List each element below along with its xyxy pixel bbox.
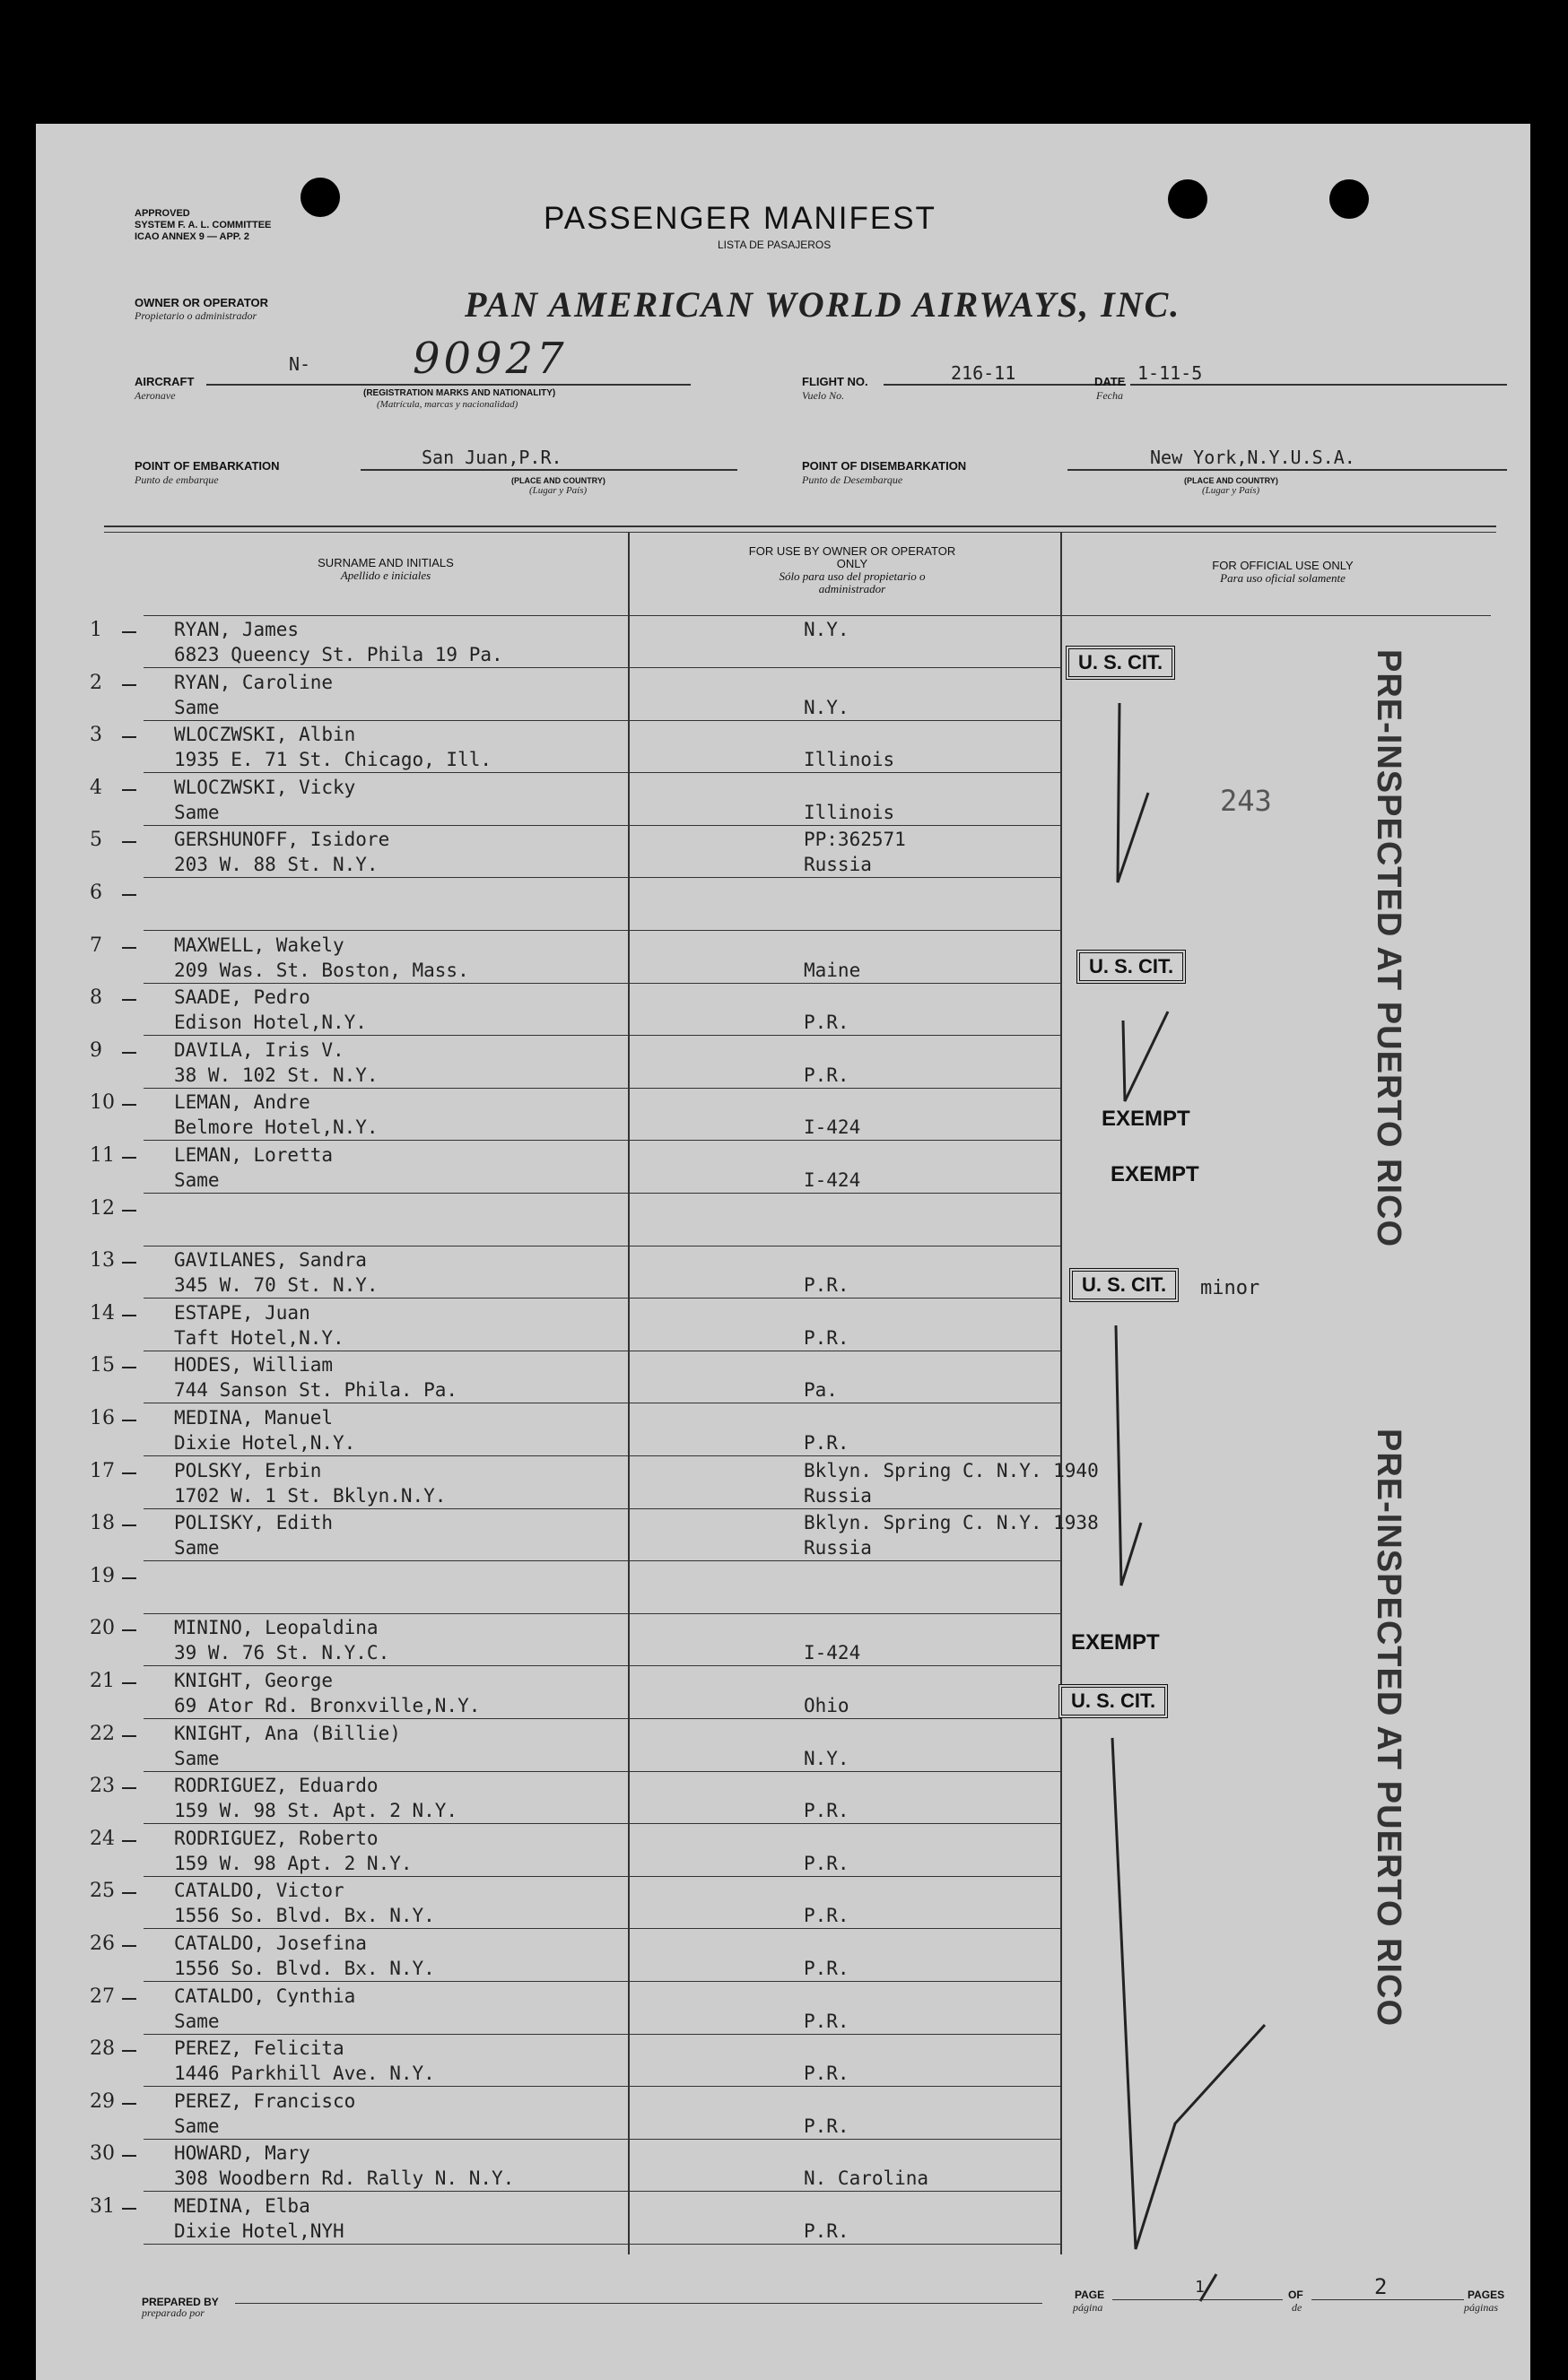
row-number: 21: [90, 1670, 115, 1692]
row-number: 11: [90, 1144, 115, 1167]
passenger-address: 209 Was. St. Boston, Mass.: [174, 960, 469, 981]
row-number: 9: [90, 1039, 102, 1062]
passenger-name: MEDINA, Elba: [174, 2195, 310, 2217]
passenger-name: LEMAN, Andre: [174, 1091, 310, 1113]
exempt-stamp-1: EXEMPT: [1102, 1107, 1190, 1131]
passenger-address: Same: [174, 697, 220, 718]
passenger-address: 744 Sanson St. Phila. Pa.: [174, 1379, 458, 1401]
passenger-name: PEREZ, Felicita: [174, 2037, 344, 2059]
approval-line-1: APPROVED: [135, 208, 190, 219]
place-country-label-es: (Lugar y País): [529, 485, 588, 496]
passenger-name: DAVILA, Iris V.: [174, 1039, 344, 1061]
passenger-address: Same: [174, 1537, 220, 1559]
passenger-address: 203 W. 88 St. N.Y.: [174, 854, 379, 875]
aircraft-number: 90927: [413, 334, 568, 384]
page-title: PASSENGER MANIFEST: [544, 201, 936, 236]
passenger-name: CATALDO, Josefina: [174, 1933, 367, 1954]
row-number: 1: [90, 619, 102, 641]
col-owner-title: FOR USE BY OWNER OR OPERATOR ONLY: [748, 544, 956, 570]
registration-label-es: (Matrícula, marcas y nacionalidad): [377, 399, 518, 410]
row-number: 4: [90, 777, 102, 799]
exempt-stamp-2: EXEMPT: [1111, 1162, 1199, 1186]
place-country-label: (PLACE AND COUNTRY): [511, 476, 605, 485]
manifest-sheet: [36, 124, 1530, 2380]
date-label-es: Fecha: [1096, 389, 1123, 402]
check-mark-3: [1116, 1325, 1141, 1585]
row-number: 28: [90, 2037, 115, 2060]
check-marks-overlay: [36, 124, 1530, 2380]
col-owner-title-es: Sólo para uso del propietario o administrador: [779, 569, 926, 595]
airline-name: PAN AMERICAN WORLD AIRWAYS, INC.: [465, 284, 1181, 325]
row-number: 31: [90, 2195, 115, 2218]
passenger-address: 1556 So. Blvd. Bx. N.Y.: [174, 1958, 435, 1979]
us-cit-stamp-4: U. S. CIT.: [1058, 1684, 1168, 1718]
passenger-name: CATALDO, Cynthia: [174, 1985, 356, 2007]
approval-line-2: SYSTEM F. A. L. COMMITTEE: [135, 220, 272, 230]
row-number: 8: [90, 986, 102, 1009]
col-surname-title-es: Apellido e iniciales: [340, 569, 431, 582]
passenger-address: 69 Ator Rd. Bronxville,N.Y.: [174, 1695, 481, 1716]
col-surname-title: SURNAME AND INITIALS: [318, 556, 454, 569]
passenger-address: Dixie Hotel,N.Y.: [174, 1432, 356, 1454]
passenger-name: KNIGHT, George: [174, 1670, 334, 1691]
owner-use-line-1: Bklyn. Spring C. N.Y. 1938: [804, 1512, 1099, 1533]
owner-use-line-1: PP:362571: [804, 829, 906, 850]
passenger-name: RODRIGUEZ, Roberto: [174, 1828, 379, 1849]
passenger-name: WLOCZWSKI, Albin: [174, 724, 356, 745]
row-number: 29: [90, 2090, 115, 2113]
owner-use-line-2: I-424: [804, 1642, 861, 1663]
row-number: 2: [90, 672, 102, 694]
row-number: 6: [90, 882, 102, 904]
passenger-address: 38 W. 102 St. N.Y.: [174, 1064, 379, 1086]
passenger-name: RODRIGUEZ, Eduardo: [174, 1775, 379, 1796]
row-number: 25: [90, 1880, 115, 1902]
passenger-address: 39 W. 76 St. N.Y.C.: [174, 1642, 390, 1663]
disembark-label: POINT OF DISEMBARKATION: [802, 459, 967, 473]
row-number: 27: [90, 1985, 115, 2008]
passenger-address: Same: [174, 2011, 220, 2032]
passenger-address: 345 W. 70 St. N.Y.: [174, 1274, 379, 1296]
owner-use-line-2: N. Carolina: [804, 2167, 929, 2189]
of-label-es: de: [1292, 2301, 1302, 2314]
disembark-label-es: Punto de Desembarque: [802, 473, 903, 486]
place-country-label-es-2: (Lugar y País): [1202, 485, 1260, 496]
row-number: 16: [90, 1407, 115, 1429]
owner-use-line-2: N.Y.: [804, 1748, 849, 1769]
aircraft-label: AIRCRAFT: [135, 375, 195, 388]
row-number: 30: [90, 2142, 115, 2165]
page-label: PAGE: [1075, 2289, 1105, 2301]
passenger-address: 6823 Queency St. Phila 19 Pa.: [174, 644, 503, 665]
flight-label-es: Vuelo No.: [802, 389, 845, 402]
passenger-address: Dixie Hotel,NYH: [174, 2220, 344, 2242]
passenger-name: LEMAN, Loretta: [174, 1144, 334, 1166]
owner-use-line-1: N.Y.: [804, 619, 849, 640]
owner-use-line-2: P.R.: [804, 2063, 849, 2084]
row-number: 12: [90, 1197, 115, 1220]
passenger-address: 1702 W. 1 St. Bklyn.N.Y.: [174, 1485, 447, 1507]
check-mark-2: [1123, 1012, 1168, 1101]
passenger-name: CATALDO, Victor: [174, 1880, 344, 1901]
prepared-by-underline: [235, 2303, 1042, 2304]
row-number: 3: [90, 724, 102, 746]
aircraft-label-es: Aeronave: [135, 389, 176, 402]
owner-use-line-2: P.R.: [804, 1064, 849, 1086]
owner-use-line-2: P.R.: [804, 2115, 849, 2137]
page-subtitle: LISTA DE PASAJEROS: [718, 239, 832, 251]
owner-use-line-2: I-424: [804, 1169, 861, 1191]
row-number: 7: [90, 934, 102, 957]
owner-use-line-2: Russia: [804, 1485, 872, 1507]
row-number: 24: [90, 1828, 115, 1850]
passenger-address: Taft Hotel,N.Y.: [174, 1327, 344, 1349]
passenger-address: Belmore Hotel,N.Y.: [174, 1116, 379, 1138]
owner-use-line-2: Ohio: [804, 1695, 849, 1716]
us-cit-stamp-2: U. S. CIT.: [1076, 950, 1186, 984]
passenger-address: Same: [174, 802, 220, 823]
owner-use-line-2: P.R.: [804, 1853, 849, 1874]
check-mark-1: [1118, 703, 1148, 882]
date-label: DATE: [1094, 375, 1126, 388]
passenger-name: HODES, William: [174, 1354, 334, 1376]
embark-value: San Juan,P.R.: [422, 447, 562, 468]
passenger-address: Same: [174, 1169, 220, 1191]
owner-use-line-2: Illinois: [804, 749, 895, 770]
owner-use-line-2: I-424: [804, 1116, 861, 1138]
page-label-es: página: [1073, 2301, 1103, 2314]
owner-use-line-2: P.R.: [804, 1327, 849, 1349]
row-number: 15: [90, 1354, 115, 1377]
us-cit-stamp-1: U. S. CIT.: [1066, 646, 1175, 680]
passenger-name: POLSKY, Erbin: [174, 1460, 322, 1481]
preinspected-stamp-1: PRE-INSPECTED AT PUERTO RICO: [1370, 649, 1407, 1248]
row-number: 14: [90, 1302, 115, 1325]
passenger-name: RYAN, James: [174, 619, 300, 640]
passenger-address: 308 Woodbern Rd. Rally N. N.Y.: [174, 2167, 515, 2189]
pages-label: PAGES: [1468, 2289, 1505, 2301]
row-number: 19: [90, 1565, 115, 1587]
passenger-address: 159 W. 98 Apt. 2 N.Y.: [174, 1853, 413, 1874]
embark-label: POINT OF EMBARKATION: [135, 459, 280, 473]
owner-use-line-2: Illinois: [804, 802, 895, 823]
passenger-address: Edison Hotel,N.Y.: [174, 1012, 367, 1033]
owner-use-line-2: P.R.: [804, 1958, 849, 1979]
owner-use-line-2: P.R.: [804, 1432, 849, 1454]
passenger-address: Same: [174, 1748, 220, 1769]
embark-label-es: Punto de embarque: [135, 473, 219, 486]
passenger-name: MEDINA, Manuel: [174, 1407, 334, 1429]
owner-use-line-2: P.R.: [804, 2011, 849, 2032]
owner-label-es: Propietario o administrador: [135, 309, 257, 322]
minor-note: minor: [1200, 1277, 1260, 1299]
check-mark-4: [1112, 1738, 1265, 2249]
col-official-title-es: Para uso oficial solamente: [1220, 571, 1346, 585]
owner-use-line-2: P.R.: [804, 1905, 849, 1926]
row-number: 5: [90, 829, 102, 851]
count-mark: 243: [1220, 784, 1272, 818]
owner-use-line-2: P.R.: [804, 1274, 849, 1296]
passenger-address: 1935 E. 71 St. Chicago, Ill.: [174, 749, 492, 770]
row-number: 26: [90, 1933, 115, 1955]
passenger-address: 1446 Parkhill Ave. N.Y.: [174, 2063, 435, 2084]
prepared-by-label-es: preparado por: [142, 2306, 205, 2319]
passenger-name: HOWARD, Mary: [174, 2142, 310, 2164]
owner-use-line-2: Maine: [804, 960, 861, 981]
owner-use-line-1: Bklyn. Spring C. N.Y. 1940: [804, 1460, 1099, 1481]
passenger-name: GAVILANES, Sandra: [174, 1249, 367, 1271]
passenger-name: RYAN, Caroline: [174, 672, 334, 693]
flight-number: 216-11: [951, 362, 1016, 384]
row-number: 17: [90, 1460, 115, 1482]
row-number: 23: [90, 1775, 115, 1797]
pages-label-es: páginas: [1464, 2301, 1499, 2314]
page-underline: [1112, 2299, 1283, 2300]
owner-label: OWNER OR OPERATOR: [135, 296, 269, 309]
row-number: 22: [90, 1723, 115, 1745]
place-country-label-2: (PLACE AND COUNTRY): [1184, 476, 1278, 485]
of-label: OF: [1288, 2289, 1303, 2301]
owner-use-line-2: Russia: [804, 1537, 872, 1559]
aircraft-prefix: N-: [289, 353, 311, 375]
flight-label: FLIGHT NO.: [802, 375, 868, 388]
row-number: 18: [90, 1512, 115, 1534]
disembark-value: New York,N.Y.U.S.A.: [1150, 447, 1355, 468]
us-cit-stamp-3: U. S. CIT.: [1069, 1268, 1179, 1302]
passenger-name: SAADE, Pedro: [174, 986, 310, 1008]
passenger-address: 1556 So. Blvd. Bx. N.Y.: [174, 1905, 435, 1926]
of-underline: [1311, 2299, 1464, 2300]
passenger-address: Same: [174, 2115, 220, 2137]
passenger-name: WLOCZWSKI, Vicky: [174, 777, 356, 798]
row-number: 10: [90, 1091, 115, 1114]
owner-use-line-2: P.R.: [804, 1800, 849, 1821]
exempt-stamp-3: EXEMPT: [1071, 1630, 1160, 1655]
prepared-by-label: PREPARED BY: [142, 2296, 219, 2308]
approval-line-3: ICAO ANNEX 9 — APP. 2: [135, 231, 249, 242]
owner-use-line-2: Russia: [804, 854, 872, 875]
row-number: 20: [90, 1617, 115, 1639]
passenger-name: MININO, Leopaldina: [174, 1617, 379, 1638]
passenger-name: GERSHUNOFF, Isidore: [174, 829, 390, 850]
date-value: 1-11-5: [1137, 362, 1203, 384]
owner-use-line-2: N.Y.: [804, 697, 849, 718]
passenger-name: MAXWELL, Wakely: [174, 934, 344, 956]
col-official-title: FOR OFFICIAL USE ONLY: [1212, 559, 1354, 572]
of-value: 2: [1374, 2274, 1388, 2299]
row-number: 13: [90, 1249, 115, 1272]
owner-use-line-2: P.R.: [804, 2220, 849, 2242]
passenger-name: ESTAPE, Juan: [174, 1302, 310, 1324]
passenger-name: POLISKY, Edith: [174, 1512, 334, 1533]
owner-use-line-2: P.R.: [804, 1012, 849, 1033]
registration-label: (REGISTRATION MARKS AND NATIONALITY): [363, 388, 556, 398]
page-value: 1: [1195, 2278, 1205, 2297]
passenger-address: 159 W. 98 St. Apt. 2 N.Y.: [174, 1800, 458, 1821]
passenger-name: KNIGHT, Ana (Billie): [174, 1723, 401, 1744]
owner-use-line-2: Pa.: [804, 1379, 838, 1401]
passenger-name: PEREZ, Francisco: [174, 2090, 356, 2112]
preinspected-stamp-2: PRE-INSPECTED AT PUERTO RICO: [1370, 1429, 1407, 2028]
